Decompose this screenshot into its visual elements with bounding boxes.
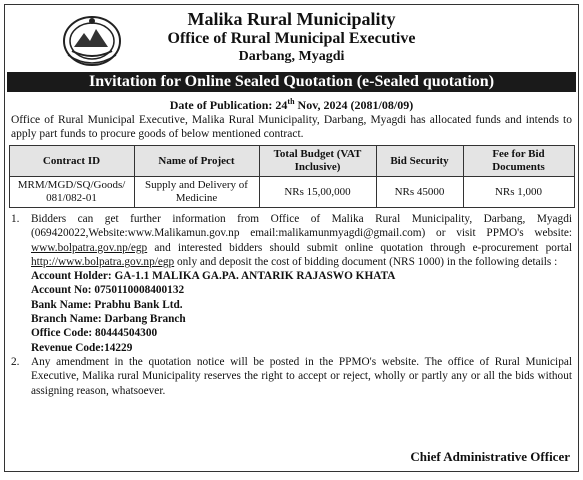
col-contract-id: Contract ID [9,146,134,177]
col-project-name: Name of Project [134,146,259,177]
table-row [9,177,574,208]
bank-details [11,269,572,355]
cell-bid-fee: NRs 1,000 [463,177,574,208]
signature-title: Chief Administrative Officer [410,449,570,464]
publication-date: Date of Publication: 24th Nov, 2024 (2081/08/09) [169,97,414,112]
cell-total-budget: NRs 15,00,000 [259,177,376,208]
list-item: 1. Bidders can get further information from Office of Malika Rural Municipality, Darbang, Myagdi (069420022,Website:www.Malikamun.gov.np email:malikamunmyagdi@gmail.com) or visit PPMO's website: www.bolpatra.gov.np/egp and interested bidders should submit online quotation through e-procurement portal http://www.bolpatra.gov.np/egp only and deposit the cost of bidding document (NRS 1000) in the following details : [11,213,572,268]
office-code: Office Code: 80444504300 [31,327,158,340]
header [5,5,578,69]
table-header-row [9,146,574,177]
col-bid-fee: Fee for Bid Documents [463,146,574,177]
intro-paragraph: Office of Rural Municipal Executive, Malika Rural Municipality, Darbang, Myagdi has allocated funds and intends to apply part funds to procure goods of below mentioned contract. [11,114,572,140]
office-location: Darbang, Myagdi [238,49,345,64]
cell-bid-security: NRs 45000 [376,177,463,208]
egp-link[interactable]: www.bolpatra.gov.np/egp [31,241,148,254]
bank-name: Bank Name: Prabhu Bank Ltd. [31,298,183,311]
bolpatra-link[interactable]: http://www.bolpatra.gov.np/egp [31,255,175,268]
revenue-code: Revenue Code:14229 [31,341,133,354]
contract-table [9,145,575,208]
account-holder: Account Holder: GA-1.1 MALIKA GA.PA. ANTARIK RAJASWO KHATA [31,270,396,283]
list-item: 2. Any amendment in the quotation notice will be posted in the PPMO's website. The office of Rural Municipal Executive, Malika rural Municipality reserves the right to accept or reject, wholly or partly any or all the bids without assigning reason, whatsoever. [11,355,572,397]
col-total-budget: Total Budget (VAT Inclusive) [259,146,376,177]
municipality-name: Malika Rural Municipality [187,9,396,29]
cell-project-name: Supply and Delivery of Medicine [134,177,259,208]
account-number: Account No: 0750110008400132 [31,284,185,297]
notice-title-banner: Invitation for Online Sealed Quotation (e-Sealed quotation) [7,72,576,92]
notice-page [4,4,579,472]
office-name: Office of Rural Municipal Executive [167,30,416,47]
notice-list [5,208,578,398]
government-emblem-icon [60,11,124,69]
cell-contract-id: MRM/MGD/SQ/Goods/ 081/082-01 [9,177,134,208]
branch-name: Branch Name: Darbang Branch [31,313,186,326]
col-bid-security: Bid Security [376,146,463,177]
